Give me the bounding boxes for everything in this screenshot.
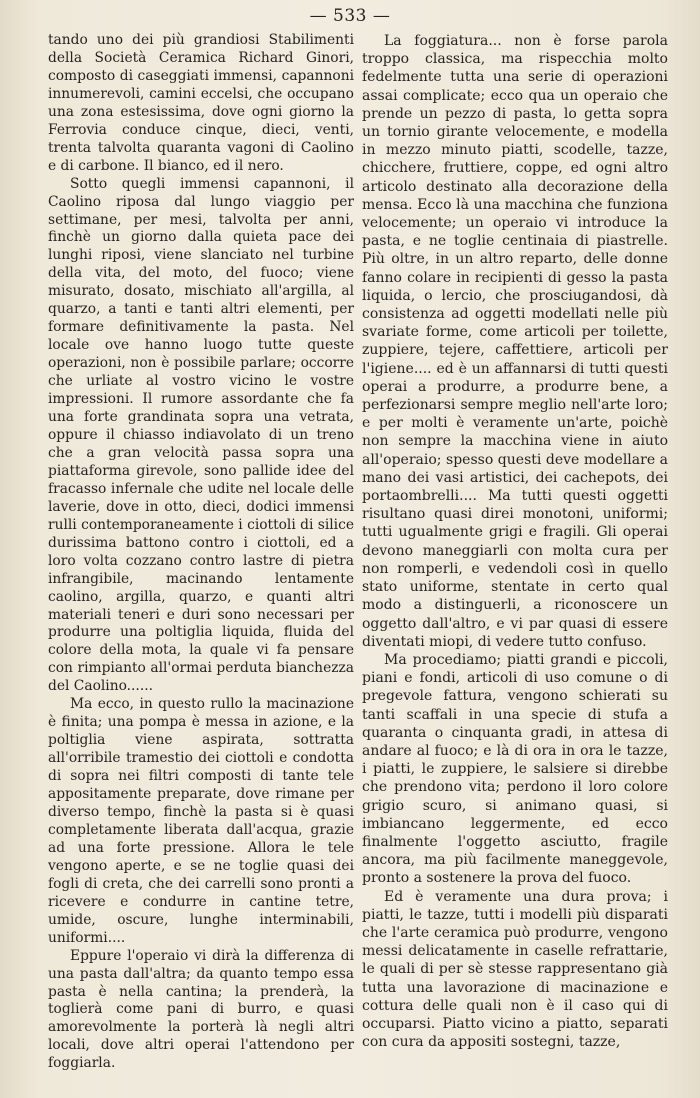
paragraph: tando uno dei più grandiosi Stabilimenti della Società Ceramica Richard Ginori, composto di caseggiati immensi, capannoni innumerevoli, camini eccelsi, che occupano una zona estesissima, dove ogni giorno la Ferrovia conduce cinque, dieci, venti, trenta talvolta quaranta vagoni di Caolino e di carbone. Il bianco, ed il nero. [48,32,354,174]
paragraph: Ma ecco, in questo rullo la macinazione è finita; una pompa è messa in azione, e la poltiglia viene aspirata, sottratta all'orribile tramestio dei ciottoli e condotta di sopra nei filtri composti di tante tele appositamente preparate, dove rimane per diverso tempo, finchè la pasta si è quasi completamente liberata dall'acqua, grazie ad una forte pressione. Allora le tele vengono aperte, e se ne toglie quasi dei fogli di creta, che dei carrelli sono pronti a ricevere e condurre in cantine tetre, umide, oscure, lunghe interminabili, uniformi.... [48,696,354,946]
paragraph: Sotto quegli immensi capannoni, il Caolino riposa dal lungo viaggio per settimane, per mesi, talvolta per anni, finchè un giorno dalla quieta pace dei lunghi riposi, viene slanciato nel turbine della vita, del moto, del fuoco; viene misurato, dosato, mischiato all'argilla, al quarzo, a tanti e tanti altri elementi, per formare definitivamente la pasta. Nel locale ove hanno luogo tutte queste operazioni, non è possibile parlare; occorre che urliate al vostro vicino le vostre impressioni. Il rumore assordante che fa una forte grandinata sopra una vetrata, oppure il chiasso indiavolato di un treno che a gran velocità passa sopra una piattaforma girevole, sono pallide idee del fracasso infernale che udite nel locale delle laverie, dove in otto, dieci, dodici immensi rulli contemporaneamente i ciottoli di silice durissima battono contro i ciottoli, ed a loro volta cozzano contro lastre di pietra infrangibile, macinando lentamente caolino, argilla, quarzo, e quanti altri materiali teneri e duri sono necessari per produrre una poltiglia liquida, fluida del colore della mota, la quale vi fa pensare con rimpianto all'ormai perduta bianchezza del Caolino...... [48,175,354,695]
left-column [48,32,354,1073]
right-column [362,32,668,1051]
page-number: — 533 — [309,6,391,26]
paragraph: Ed è veramente una dura prova; i piatti, le tazze, tutti i modelli più disparati che l'arte ceramica può produrre, vengono messi delicatamente in caselle refrattarie, le quali di per sè stesse rappresentano già tutta una lavorazione di macinazione e cottura delle quali non è il caso qui di occuparsi. Piatto vicino a piatto, separati con cura da appositi sostegni, tazze, [362,888,668,1051]
paragraph: Eppure l'operaio vi dirà la differenza di una pasta dall'altra; da quanto tempo essa pasta è nella cantina; la prenderà, la toglierà come pani di burro, e quasi amorevolmente la porterà là negli altri locali, dove altri operai l'attendono per foggiarla. [48,947,354,1072]
paragraph: La foggiatura... non è forse parola troppo classica, ma rispecchia molto fedelmente tutta una serie di operazioni assai complicate; ecco qua un operaio che prende un pezzo di pasta, lo getta sopra un tornio girante velocemente, e modella in mezzo minuto piatti, scodelle, tazze, chicchere, fruttiere, coppe, ed ogni altro articolo destinato alla decorazione della mensa. Ecco là una macchina che funziona velocemente; un operaio vi introduce la pasta, e ne toglie centinaia di piastrelle. Più oltre, in un altro reparto, delle donne fanno colare in recipienti di gesso la pasta liquida, o lercio, che prosciugandosi, dà consistenza ad oggetti modellati nelle più svariate forme, come articoli per toilette, zuppiere, tejere, caffettiere, articoli per l'igiene.... ed è un affannarsi di tutti questi operai a produrre, a produrre bene, a perfezionarsi sempre meglio nell'arte loro; e per molti è veramente un'arte, poichè non sempre la macchina viene in aiuto all'operaio; spesso questi deve modellare a mano dei vasi artistici, dei cachepots, dei portaombrelli.... Ma tutti questi oggetti risultano quasi direi monotoni, uniformi; tutti ugualmente grigi e fragili. Gli operai devono maneggiarli con molta cura per non romperli, e vedendoli così in quello stato uniforme, stentate in certo qual modo a distinguerli, a riconoscere un oggetto dall'altro, e vi par quasi di essere diventati miopi, di vedere tutto confuso. [362,33,668,650]
paragraph: Ma procediamo; piatti grandi e piccoli, piani e fondi, articoli di uso comune o di pregevole fattura, vengono schierati su tanti scaffali in una specie di stufa a quaranta o cinquanta gradi, in attesa di andare al fuoco; e là di ora in ora le tazze, i piatti, le zuppiere, le salsiere si direbbe che prendono vita; perdono il loro colore grigio scuro, si animano quasi, si imbiancano leggermente, ed ecco finalmente l'oggetto asciutto, fragile ancora, ma più facilmente maneggevole, pronto a sostenere la prova del fuoco. [362,651,668,887]
